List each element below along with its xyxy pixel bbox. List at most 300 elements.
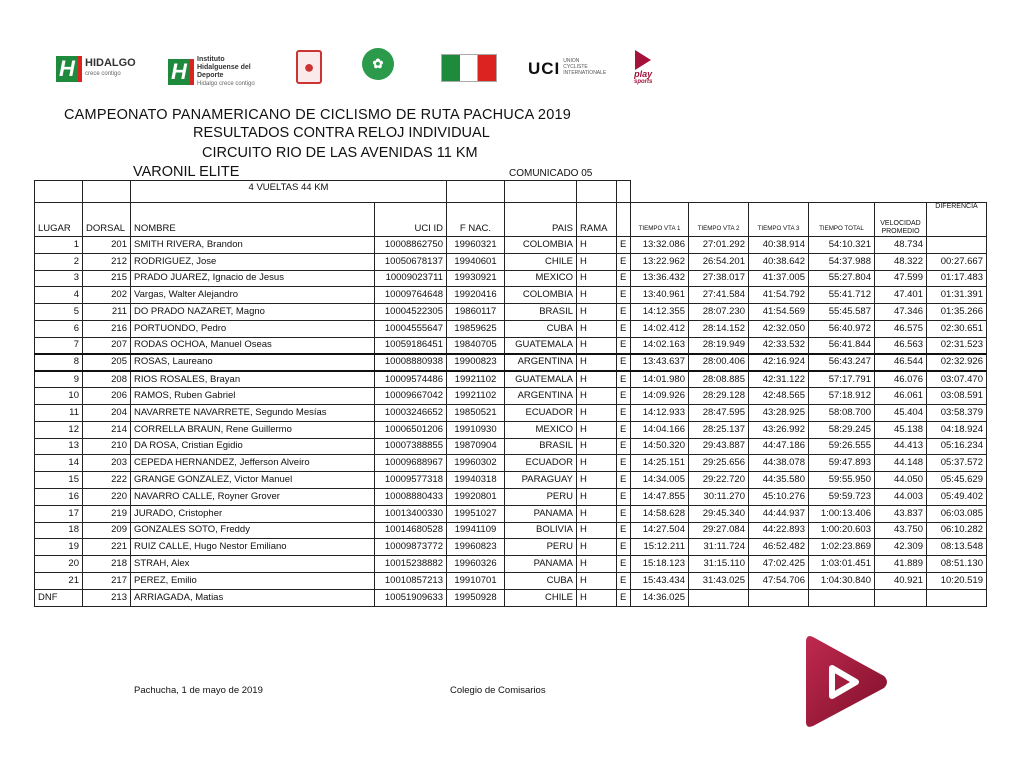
cell-vta3: 43:28.925 — [749, 404, 809, 421]
col-header-diferencia: DIFERENCIA — [927, 203, 987, 237]
cell-velocidad: 45.138 — [875, 421, 927, 438]
cell-velocidad: 44.050 — [875, 472, 927, 489]
cell-vta1: 13:43.637 — [631, 354, 689, 371]
cell-velocidad: 46.061 — [875, 388, 927, 405]
cell-vta3: 41:54.569 — [749, 304, 809, 321]
cell-total: 58:08.700 — [809, 404, 875, 421]
cell-rama: H — [577, 354, 617, 371]
cell-pais: CHILE — [505, 253, 577, 270]
cell-lugar: 21 — [35, 572, 83, 589]
cell-dorsal: 206 — [83, 388, 131, 405]
table-row — [35, 337, 987, 354]
cell-nombre: RUIZ CALLE, Hugo Nestor Emiliano — [131, 539, 375, 556]
cell-pais: ARGENTINA — [505, 388, 577, 405]
page-subtitle: RESULTADOS CONTRA RELOJ INDIVIDUAL — [193, 125, 490, 141]
cell-cat: E — [617, 488, 631, 505]
cell-vta1: 14:02.412 — [631, 320, 689, 337]
cell-pais: PANAMA — [505, 505, 577, 522]
cell-nombre: NAVARRETE NAVARRETE, Segundo Mesías — [131, 404, 375, 421]
hidalgo-logo-name: HIDALGO — [85, 57, 136, 69]
cell-diferencia: 06:03.085 — [927, 505, 987, 522]
cell-uci-id: 10008880433 — [375, 488, 447, 505]
cell-vta1: 15:12.211 — [631, 539, 689, 556]
blank-cell — [505, 181, 577, 203]
cell-velocidad: 47.599 — [875, 270, 927, 287]
page-title: CAMPEONATO PANAMERICANO DE CICLISMO DE RUTA PACHUCA 2019 — [64, 107, 571, 123]
cell-fnac: 19921102 — [447, 388, 505, 405]
cell-vta1: 14:47.855 — [631, 488, 689, 505]
cell-fnac: 19941109 — [447, 522, 505, 539]
cell-lugar: 14 — [35, 455, 83, 472]
footer-place-date: Pachucha, 1 de mayo de 2019 — [134, 685, 263, 696]
sponsor-logos — [0, 48, 1024, 93]
table-row — [35, 455, 987, 472]
cell-lugar: 8 — [35, 354, 83, 371]
cell-rama: H — [577, 438, 617, 455]
cell-total: 59:55.950 — [809, 472, 875, 489]
cell-dorsal: 216 — [83, 320, 131, 337]
cell-fnac: 19859625 — [447, 320, 505, 337]
col-header-nombre: NOMBRE — [131, 203, 375, 237]
play-triangle-icon — [635, 50, 651, 70]
col-header-pais: PAIS — [505, 203, 577, 237]
cell-vta3: 43:26.992 — [749, 421, 809, 438]
cell-nombre: NAVARRO CALLE, Royner Grover — [131, 488, 375, 505]
cell-fnac: 19860117 — [447, 304, 505, 321]
table-row — [35, 472, 987, 489]
cell-dorsal: 212 — [83, 253, 131, 270]
play-sports-watermark-icon — [804, 632, 888, 732]
col-header-velocidad: VELOCIDAD PROMEDIO — [875, 203, 927, 237]
cell-dorsal: 204 — [83, 404, 131, 421]
cell-lugar: 13 — [35, 438, 83, 455]
cell-velocidad: 45.404 — [875, 404, 927, 421]
cell-dorsal: 208 — [83, 371, 131, 388]
cell-lugar: 11 — [35, 404, 83, 421]
cell-pais: MEXICO — [505, 421, 577, 438]
cell-fnac: 19960302 — [447, 455, 505, 472]
cell-vta2: 27:01.292 — [689, 237, 749, 254]
uci-logo — [528, 58, 607, 79]
cell-lugar: 17 — [35, 505, 83, 522]
cell-diferencia: 01:31.391 — [927, 287, 987, 304]
cell-total: 1:04:30.840 — [809, 572, 875, 589]
cell-dorsal: 205 — [83, 354, 131, 371]
cell-velocidad: 46.575 — [875, 320, 927, 337]
table-row — [35, 572, 987, 589]
cell-uci-id: 10004555647 — [375, 320, 447, 337]
cell-uci-id: 10013400330 — [375, 505, 447, 522]
cell-fnac: 19960321 — [447, 237, 505, 254]
cell-pais: BOLIVIA — [505, 522, 577, 539]
hidalgo-logo — [56, 56, 136, 82]
cell-vta3: 44:38.078 — [749, 455, 809, 472]
cell-rama: H — [577, 455, 617, 472]
cell-fnac: 19910701 — [447, 572, 505, 589]
cell-velocidad: 43.837 — [875, 505, 927, 522]
cell-uci-id: 10007388855 — [375, 438, 447, 455]
cell-fnac: 19940601 — [447, 253, 505, 270]
cell-total: 59:26.555 — [809, 438, 875, 455]
cell-nombre: CEPEDA HERNANDEZ, Jefferson Alveiro — [131, 455, 375, 472]
cell-total: 59:47.893 — [809, 455, 875, 472]
cell-uci-id: 10006501206 — [375, 421, 447, 438]
col-header-fnac: F NAC. — [447, 203, 505, 237]
cell-vta2: 28:14.152 — [689, 320, 749, 337]
cell-lugar: 10 — [35, 388, 83, 405]
cell-vta3: 42:32.050 — [749, 320, 809, 337]
cell-total: 1:02:23.869 — [809, 539, 875, 556]
cell-cat: E — [617, 354, 631, 371]
cell-dorsal: 207 — [83, 337, 131, 354]
cell-vta1: 14:27.504 — [631, 522, 689, 539]
cell-dorsal: 214 — [83, 421, 131, 438]
cell-cat: E — [617, 589, 631, 606]
cell-pais: COLOMBIA — [505, 237, 577, 254]
cell-vta1: 13:36.432 — [631, 270, 689, 287]
blank-cell — [35, 181, 83, 203]
cell-vta3: 42:31.122 — [749, 371, 809, 388]
cell-vta2: 28:07.230 — [689, 304, 749, 321]
cell-vta1: 15:18.123 — [631, 556, 689, 573]
blank-cell — [447, 181, 505, 203]
cell-diferencia: 08:51.130 — [927, 556, 987, 573]
cell-velocidad: 43.750 — [875, 522, 927, 539]
blank-cell — [577, 181, 617, 203]
cell-dorsal: 221 — [83, 539, 131, 556]
cell-vta3: 42:33.532 — [749, 337, 809, 354]
cell-lugar: 3 — [35, 270, 83, 287]
cell-diferencia: 05:49.402 — [927, 488, 987, 505]
cell-cat: E — [617, 287, 631, 304]
cell-nombre: DO PRADO NAZARET, Magno — [131, 304, 375, 321]
cell-lugar: 19 — [35, 539, 83, 556]
cell-vta3: 44:47.186 — [749, 438, 809, 455]
cell-uci-id: 10051909633 — [375, 589, 447, 606]
cell-nombre: PORTUONDO, Pedro — [131, 320, 375, 337]
cell-cat: E — [617, 320, 631, 337]
cell-vta1: 13:22.962 — [631, 253, 689, 270]
cell-uci-id: 10050678137 — [375, 253, 447, 270]
cell-vta2: 28:47.595 — [689, 404, 749, 421]
cell-pais: PERU — [505, 539, 577, 556]
cell-uci-id: 10059186451 — [375, 337, 447, 354]
cell-cat: E — [617, 421, 631, 438]
cell-lugar: 15 — [35, 472, 83, 489]
cell-vta2: 29:25.656 — [689, 455, 749, 472]
cell-total: 55:45.587 — [809, 304, 875, 321]
cell-rama: H — [577, 337, 617, 354]
cell-vta3: 46:52.482 — [749, 539, 809, 556]
cell-fnac: 19951027 — [447, 505, 505, 522]
cell-dorsal: 220 — [83, 488, 131, 505]
cell-vta2: 27:38.017 — [689, 270, 749, 287]
play-logo-sub: sports — [634, 79, 653, 85]
cell-uci-id: 10008880938 — [375, 354, 447, 371]
blank-cell — [83, 181, 131, 203]
table-row — [35, 522, 987, 539]
cell-nombre: SMITH RIVERA, Brandon — [131, 237, 375, 254]
cell-total: 59:59.723 — [809, 488, 875, 505]
table-row — [35, 304, 987, 321]
table-row — [35, 253, 987, 270]
col-header-lugar: LUGAR — [35, 203, 83, 237]
cell-vta1: 14:36.025 — [631, 589, 689, 606]
cell-diferencia: 03:58.379 — [927, 404, 987, 421]
cell-lugar: 5 — [35, 304, 83, 321]
cell-total: 58:29.245 — [809, 421, 875, 438]
cell-vta3: 44:22.893 — [749, 522, 809, 539]
col-header-rama: RAMA — [577, 203, 617, 237]
cell-rama: H — [577, 488, 617, 505]
cell-total: 57:18.912 — [809, 388, 875, 405]
cell-total: 54:37.988 — [809, 253, 875, 270]
col-header-total: TIEMPO TOTAL — [809, 203, 875, 237]
cell-nombre: RODAS OCHOA, Manuel Oseas — [131, 337, 375, 354]
cell-uci-id: 10014680528 — [375, 522, 447, 539]
cell-total: 1:00:13.406 — [809, 505, 875, 522]
cell-pais: BRASIL — [505, 304, 577, 321]
cell-uci-id: 10009023711 — [375, 270, 447, 287]
cell-nombre: GRANGE GONZALEZ, Victor Manuel — [131, 472, 375, 489]
cell-vta2: 27:41.584 — [689, 287, 749, 304]
cell-cat: E — [617, 237, 631, 254]
mexico-flag-icon — [441, 54, 497, 82]
cell-velocidad: 44.148 — [875, 455, 927, 472]
cell-vta3: 42:48.565 — [749, 388, 809, 405]
cell-nombre: GONZALES SOTO, Freddy — [131, 522, 375, 539]
cell-velocidad: 46.544 — [875, 354, 927, 371]
cell-diferencia: 02:31.523 — [927, 337, 987, 354]
circuit-label: CIRCUITO RIO DE LAS AVENIDAS 11 KM — [202, 145, 478, 161]
cell-vta1: 13:40.961 — [631, 287, 689, 304]
instituto-logo-name: Instituto Hidalguense del Deporte — [197, 56, 251, 79]
cell-vta2: 29:45.340 — [689, 505, 749, 522]
cell-diferencia: 08:13.548 — [927, 539, 987, 556]
col-header-uci-id: UCI ID — [375, 203, 447, 237]
cell-uci-id: 10009574486 — [375, 371, 447, 388]
cell-diferencia: 04:18.924 — [927, 421, 987, 438]
cell-rama: H — [577, 253, 617, 270]
cell-vta1: 15:43.434 — [631, 572, 689, 589]
cell-vta3: 47:02.425 — [749, 556, 809, 573]
col-header-vta1: TIEMPO VTA 1 — [631, 203, 689, 237]
cell-fnac: 19910930 — [447, 421, 505, 438]
cell-vta3: 45:10.276 — [749, 488, 809, 505]
cell-dorsal: 210 — [83, 438, 131, 455]
cell-diferencia: 05:37.572 — [927, 455, 987, 472]
instituto-h-icon: H — [168, 59, 194, 85]
cell-cat: E — [617, 572, 631, 589]
cell-pais: PANAMA — [505, 556, 577, 573]
cell-cat: E — [617, 556, 631, 573]
cell-lugar: 7 — [35, 337, 83, 354]
col-header-dorsal: DORSAL — [83, 203, 131, 237]
cell-vta2 — [689, 589, 749, 606]
uci-logo-name: UCI — [528, 58, 561, 78]
cell-cat: E — [617, 522, 631, 539]
cell-total: 55:27.804 — [809, 270, 875, 287]
cell-dorsal: 201 — [83, 237, 131, 254]
cell-uci-id: 10015238882 — [375, 556, 447, 573]
cell-cat: E — [617, 253, 631, 270]
cell-pais: BRASIL — [505, 438, 577, 455]
cell-total: 55:41.712 — [809, 287, 875, 304]
table-row — [35, 371, 987, 388]
blank-cell — [617, 181, 631, 203]
cell-diferencia: 05:45.629 — [927, 472, 987, 489]
cell-diferencia: 02:32.926 — [927, 354, 987, 371]
cell-dorsal: 211 — [83, 304, 131, 321]
cell-velocidad: 42.309 — [875, 539, 927, 556]
cell-nombre: PRADO JUAREZ, Ignacio de Jesus — [131, 270, 375, 287]
table-row — [35, 388, 987, 405]
cell-total: 54:10.321 — [809, 237, 875, 254]
cell-velocidad: 47.401 — [875, 287, 927, 304]
play-sports-logo — [634, 50, 652, 85]
cell-cat: E — [617, 270, 631, 287]
cell-vta3: 41:54.792 — [749, 287, 809, 304]
cell-nombre: RIOS ROSALES, Brayan — [131, 371, 375, 388]
cell-cat: E — [617, 505, 631, 522]
cell-cat: E — [617, 404, 631, 421]
cell-rama: H — [577, 320, 617, 337]
cell-vta2: 29:27.084 — [689, 522, 749, 539]
cell-velocidad: 46.563 — [875, 337, 927, 354]
cell-total: 56:41.844 — [809, 337, 875, 354]
cell-nombre: RODRIGUEZ, Jose — [131, 253, 375, 270]
cell-vta3: 44:44.937 — [749, 505, 809, 522]
cell-dorsal: 222 — [83, 472, 131, 489]
federation-bike-logo — [296, 50, 322, 84]
table-row — [35, 287, 987, 304]
col-header-vta3: TIEMPO VTA 3 — [749, 203, 809, 237]
cell-dorsal: 209 — [83, 522, 131, 539]
cell-pais: CUBA — [505, 572, 577, 589]
cell-vta2: 31:15.110 — [689, 556, 749, 573]
cell-vta3: 40:38.914 — [749, 237, 809, 254]
instituto-logo — [168, 56, 265, 88]
table-row — [35, 556, 987, 573]
cell-velocidad: 44.413 — [875, 438, 927, 455]
cell-uci-id: 10004522305 — [375, 304, 447, 321]
cell-vta2: 29:43.887 — [689, 438, 749, 455]
cell-cat: E — [617, 337, 631, 354]
cell-vta3: 41:37.005 — [749, 270, 809, 287]
cell-vta1: 14:12.355 — [631, 304, 689, 321]
footer-signature: Colegio de Comisarios — [450, 685, 546, 696]
cell-lugar: 4 — [35, 287, 83, 304]
cell-vta2: 29:22.720 — [689, 472, 749, 489]
cell-pais: GUATEMALA — [505, 337, 577, 354]
cell-velocidad: 48.322 — [875, 253, 927, 270]
cell-vta3: 42:16.924 — [749, 354, 809, 371]
cell-pais: PARAGUAY — [505, 472, 577, 489]
cell-dorsal: 215 — [83, 270, 131, 287]
cell-rama: H — [577, 371, 617, 388]
cell-rama: H — [577, 472, 617, 489]
cell-dorsal: 217 — [83, 572, 131, 589]
cell-velocidad: 44.003 — [875, 488, 927, 505]
cell-vta1: 14:02.163 — [631, 337, 689, 354]
cell-pais: MEXICO — [505, 270, 577, 287]
cell-diferencia: 10:20.519 — [927, 572, 987, 589]
cell-vta2: 30:11.270 — [689, 488, 749, 505]
cell-lugar: 18 — [35, 522, 83, 539]
cell-uci-id: 10008862750 — [375, 237, 447, 254]
cell-vta1: 14:34.005 — [631, 472, 689, 489]
cell-nombre: ROSAS, Laureano — [131, 354, 375, 371]
cell-velocidad: 41.889 — [875, 556, 927, 573]
cell-cat: E — [617, 388, 631, 405]
table-row — [35, 237, 987, 254]
cell-lugar: 9 — [35, 371, 83, 388]
cell-vta1: 14:09.926 — [631, 388, 689, 405]
cell-lugar: 20 — [35, 556, 83, 573]
cell-total: 1:03:01.451 — [809, 556, 875, 573]
cell-diferencia: 03:07.470 — [927, 371, 987, 388]
cell-diferencia: 00:27.667 — [927, 253, 987, 270]
cell-rama: H — [577, 539, 617, 556]
cell-total: 56:40.972 — [809, 320, 875, 337]
cell-vta2: 28:25.137 — [689, 421, 749, 438]
cell-vta2: 31:11.724 — [689, 539, 749, 556]
cell-lugar: 2 — [35, 253, 83, 270]
table-row — [35, 488, 987, 505]
cell-velocidad: 46.076 — [875, 371, 927, 388]
cell-pais: COLOMBIA — [505, 287, 577, 304]
mexico-federation-logo — [441, 54, 497, 82]
cell-rama: H — [577, 556, 617, 573]
cell-cat: E — [617, 472, 631, 489]
cell-vta2: 26:54.201 — [689, 253, 749, 270]
rr-wheel-icon: ✿ — [362, 48, 394, 80]
instituto-logo-sub: Hidalgo crece contigo — [197, 81, 255, 87]
cell-rama: H — [577, 304, 617, 321]
cell-nombre: PEREZ, Emilio — [131, 572, 375, 589]
cell-fnac: 19950928 — [447, 589, 505, 606]
cell-vta1: 14:50.320 — [631, 438, 689, 455]
cell-cat: E — [617, 371, 631, 388]
cell-vta3: 40:38.642 — [749, 253, 809, 270]
cell-uci-id: 10009577318 — [375, 472, 447, 489]
cell-pais: PERU — [505, 488, 577, 505]
cell-nombre: ARRIAGADA, Matias — [131, 589, 375, 606]
cell-velocidad: 47.346 — [875, 304, 927, 321]
table-row — [35, 270, 987, 287]
table-row — [35, 505, 987, 522]
blank-cell — [631, 181, 987, 203]
cell-uci-id: 10009873772 — [375, 539, 447, 556]
cell-diferencia — [927, 237, 987, 254]
cell-total: 56:43.247 — [809, 354, 875, 371]
cell-pais: CHILE — [505, 589, 577, 606]
cell-velocidad: 48.734 — [875, 237, 927, 254]
cell-vta2: 28:29.128 — [689, 388, 749, 405]
cell-fnac: 19920801 — [447, 488, 505, 505]
column-header-row — [35, 203, 987, 237]
table-row — [35, 354, 987, 371]
cell-fnac: 19900823 — [447, 354, 505, 371]
table-row — [35, 421, 987, 438]
cell-fnac: 19921102 — [447, 371, 505, 388]
cell-uci-id: 10003246652 — [375, 404, 447, 421]
cell-fnac: 19850521 — [447, 404, 505, 421]
cell-vta1: 14:12.933 — [631, 404, 689, 421]
col-header-cat — [617, 203, 631, 237]
cell-pais: GUATEMALA — [505, 371, 577, 388]
cell-rama: H — [577, 421, 617, 438]
